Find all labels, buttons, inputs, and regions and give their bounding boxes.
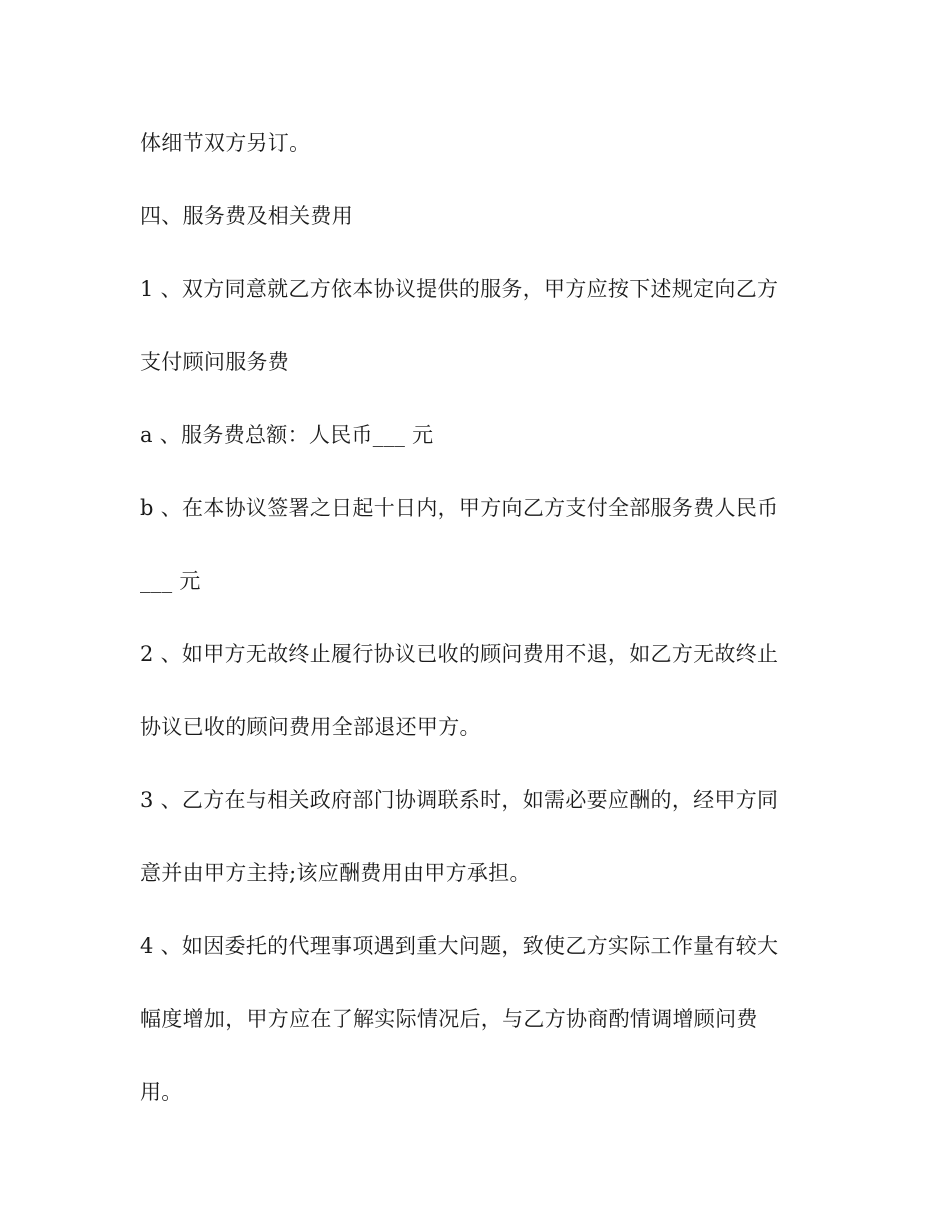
clause-b-line-1: b 、在本协议签署之日起十日内，甲方向乙方支付全部服务费人民币 [140,496,779,520]
clause-4-line-1: 4 、如因委托的代理事项遇到重大问题，致使乙方实际工作量有较大 [140,934,779,958]
clause-1-line-1: 1 、双方同意就乙方依本协议提供的服务，甲方应按下述规定向乙方 [140,277,779,301]
clause-3-line-2: 意并由甲方主持;该应酬费用由甲方承担。 [140,861,531,885]
clause-1-line-2: 支付顾问服务费 [140,350,290,374]
clause-4-line-2: 幅度增加，甲方应在了解实际情况后，与乙方协商酌情调增顾问费 [140,1007,758,1031]
clause-2-line-2: 协议已收的顾问费用全部退还甲方。 [140,715,481,739]
clause-2-line-1: 2 、如甲方无故终止履行协议已收的顾问费用不退，如乙方无故终止 [140,642,779,666]
clause-b-line-2: ___ 元 [140,569,201,593]
clause-3-line-1: 3 、乙方在与相关政府部门协调联系时，如需必要应酬的，经甲方同 [140,788,779,812]
clause-a-total-fee: a 、服务费总额：人民币___ 元 [140,423,434,447]
clause-4-line-3: 用。 [140,1080,183,1104]
section-heading-service-fees: 四、服务费及相关费用 [140,204,353,228]
text-line-1: 体细节双方另订。 [140,131,311,155]
